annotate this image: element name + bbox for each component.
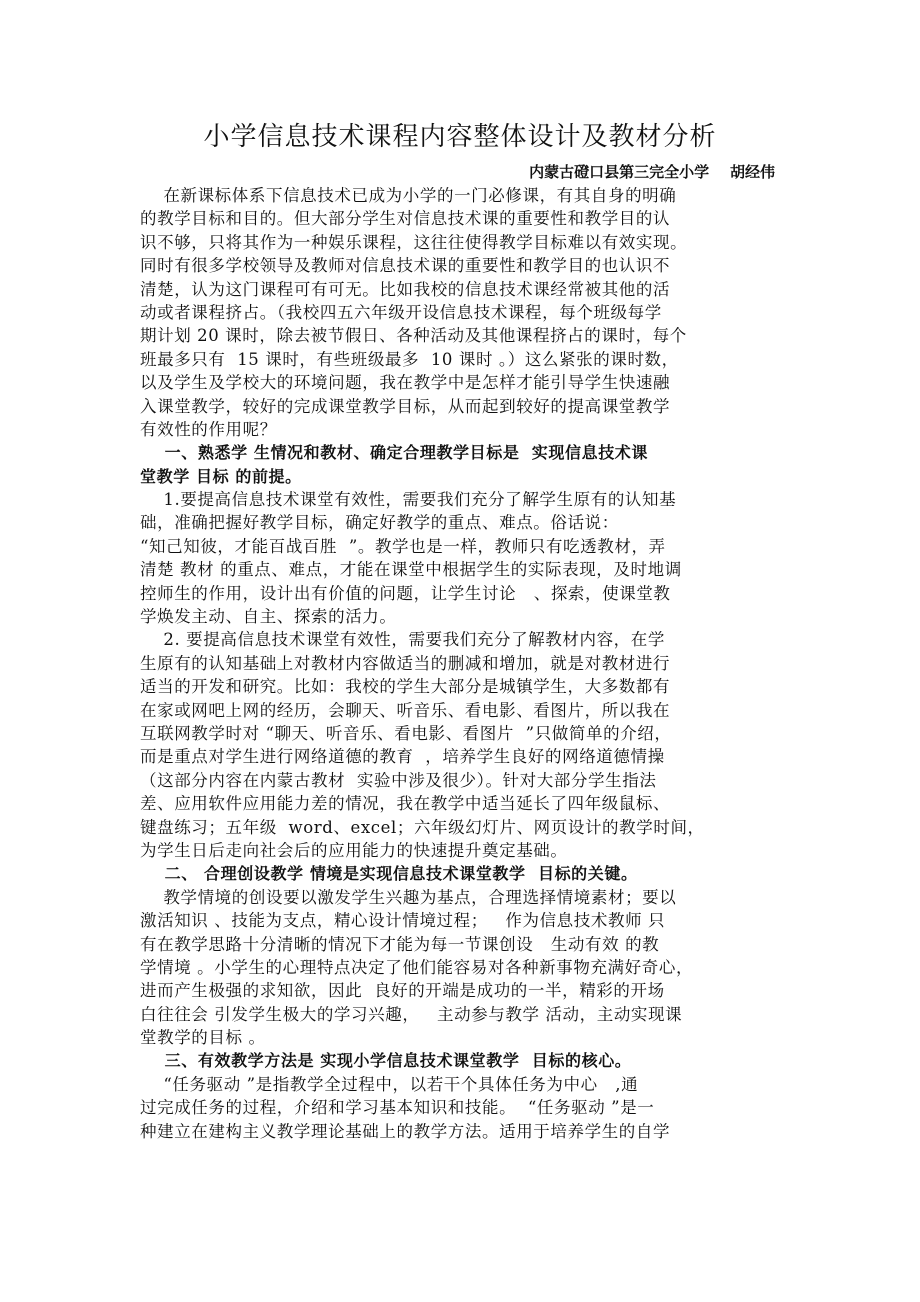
paragraph-line: 为学生日后走向社会后的应用能力的快速提升奠定基础。 [140, 840, 568, 860]
paragraph-line: 以及学生及学校大的环境问题，我在教学中是怎样才能引导学生快速融 [140, 373, 671, 393]
paragraph-line: 种建立在建构主义教学理论基础上的教学方法。适用于培养学生的自学 [140, 1121, 671, 1141]
author-byline: 内蒙古磴口县第三完全小学 胡经伟 [529, 163, 775, 181]
paragraph-line: 学情境 。小学生的心理特点决定了他们能容易对各种新事物充满好奇心， [140, 957, 694, 977]
paragraph-line: 过完成任务的过程，介绍和学习基本知识和技能。 “任务驱动 ”是一 [140, 1098, 655, 1118]
paragraph-line: 教学情境的创设要以激发学生兴趣为基点，合理选择情境素材；要以 [140, 887, 677, 907]
paragraph-line: （这部分内容在内蒙古教材 实验中涉及很少）。针对大部分学生指法 [140, 770, 657, 790]
paragraph-line: 期计划 20 课时，除去被节假日、各种活动及其他课程挤占的课时，每个 [140, 326, 687, 346]
paragraph-line: 差、应用软件应用能力差的情况，我在教学中适当延长了四年级鼠标、 [140, 794, 671, 814]
paragraph-line: 激活知识 、技能为支点，精心设计情境过程； 作为信息技术教师 只 [140, 911, 666, 931]
document-title: 小学信息技术课程内容整体设计及教材分析 [203, 122, 717, 152]
paragraph-line: 清楚 教材 的重点、难点，才能在课堂中根据学生的实际表现，及时地调 [140, 560, 682, 580]
section-heading-line: 三、有效教学方法是 实现小学信息技术课堂教学 目标的核心。 [140, 1051, 632, 1071]
paragraph-line: 堂教学的目标 。 [140, 1028, 266, 1048]
paragraph-line: 而是重点对学生进行网络道德的教育 ，培养学生良好的网络道德情操 [140, 747, 665, 767]
paragraph-line: 同时有很多学校领导及教师对信息技术课的重要性和教学目的也认识不 [140, 256, 671, 276]
paragraph-line: 互联网教学时对 “聊天、听音乐、看电影、看图片 ”只做简单的介绍， [140, 723, 672, 743]
paragraph-line: 2. 要提高信息技术课堂有效性，需要我们充分了解教材内容，在学 [140, 630, 665, 650]
paragraph-line: 适当的开发和研究。比如：我校的学生大部分是城镇学生，大多数都有 [140, 677, 671, 697]
section-heading-line: 二、 合理创设教学 情境是实现信息技术课堂教学 目标的关键。 [140, 864, 638, 884]
paragraph-line: 学焕发主动、自主、探索的活力。 [140, 607, 397, 627]
paragraph-line: 识不够，只将其作为一种娱乐课程，这往往使得教学目标难以有效实现。 [140, 232, 688, 252]
paragraph-line: 白往往会 引发学生极大的学习兴趣， 主动参与教学 活动，主动实现课 [140, 1004, 683, 1024]
document-body [140, 184, 780, 1143]
paragraph-line: 生原有的认知基础上对教材内容做适当的删减和增加，就是对教材进行 [140, 653, 671, 673]
paragraph-line: 键盘练习；五年级 word、excel；六年级幻灯片、网页设计的教学时间， [140, 817, 705, 837]
section-heading-line: 堂教学 目标 的前提。 [140, 466, 302, 486]
paragraph-line: 在新课标体系下信息技术已成为小学的一门必修课，有其自身的明确 [140, 186, 677, 205]
paragraph-line: 班最多只有 15 课时，有些班级最多 10 课时 。）这么紧张的课时数， [140, 349, 679, 369]
paragraph-line: 1.要提高信息技术课堂有效性，需要我们充分了解学生原有的认知基 [140, 490, 677, 510]
paragraph-line: 进而产生极强的求知欲，因此 良好的开端是成功的一半，精彩的开场 [140, 981, 665, 1001]
paragraph-line: 清楚，认为这门课程可有可无。比如我校的信息技术课经常被其他的活 [140, 279, 671, 299]
paragraph-line: 有效性的作用呢？ [140, 419, 277, 439]
paragraph-line: 础，准确把握好教学目标，确定好教学的重点、难点。俗话说： [140, 513, 619, 533]
paragraph-line: “任务驱动 ”是指教学全过程中，以若干个具体任务为中心 ,通 [140, 1074, 639, 1094]
paragraph-line: 有在教学思路十分清晰的情况下才能为每一节课创设 生动有效 的教 [140, 934, 660, 954]
paragraph-line: 动或者课程挤占。（我校四五六年级开设信息技术课程，每个班级每学 [140, 302, 662, 322]
paragraph-line: 入课堂教学，较好的完成课堂教学目标，从而起到较好的提高课堂教学 [140, 396, 671, 416]
paragraph-line: 的教学目标和目的。但大部分学生对信息技术课的重要性和教学目的认 [140, 209, 671, 229]
paragraph-line: “知己知彼，才能百战百胜 ”。教学也是一样，教师只有吃透教材，弄 [140, 536, 666, 556]
section-heading-line: 一、熟悉学 生情况和教材、确定合理教学目标是 实现信息技术课 [140, 443, 648, 463]
paragraph-line: 控师生的作用，设计出有价值的问题，让学生讨论 、探索，使课堂教 [140, 583, 671, 603]
paragraph-line: 在家或网吧上网的经历，会聊天、听音乐、看电影、看图片，所以我在 [140, 700, 671, 720]
